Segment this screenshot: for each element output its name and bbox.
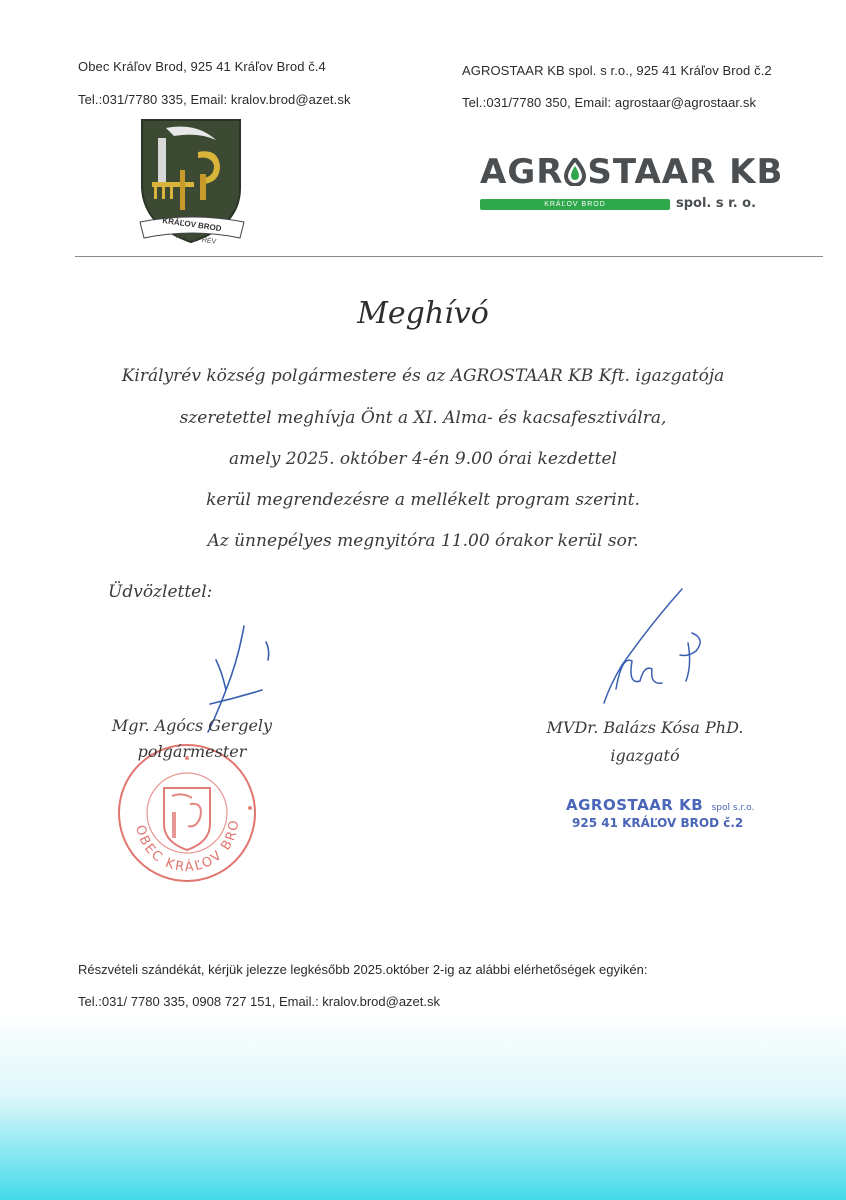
invitation-line-4: kerül megrendezésre a mellékelt program szerint. [206,490,640,510]
crest-shield-icon [136,118,248,250]
brand-green-strip [480,199,670,210]
company-logo [478,152,784,216]
brand-strip-text: KRÁĽOV BROD [544,201,606,208]
invitation-line-1: Királyrév község polgármestere és az AGROSTAAR KB Kft. igazgatója [121,366,725,386]
municipality-address: Obec Kráľov Brod, 925 41 Kráľov Brod č.4 [78,59,326,74]
company-contact: Tel.:031/7780 350, Email: agrostaar@agrostaar.sk [462,95,757,110]
brand-name-part2: STAAR KB [587,152,784,192]
brand-name-part1: AGR [480,152,564,192]
rsvp-request: Részvételi szándékát, kérjük jelezze legkésőbb 2025.október 2-ig az alábbi elérhetőségek egyikén: [78,962,648,977]
director-title: igazgató [610,746,680,765]
crest-sub-text: KIRÁLY RÉV [175,233,217,246]
mayor-title: polgármester [137,742,247,761]
municipal-crest [136,118,248,250]
invitation-title: Meghívó [357,296,489,331]
header-divider [75,256,823,257]
company-stamp-suffix: spol s.r.o. [711,803,755,813]
invitation-line-2: szeretettel meghívja Önt a XI. Alma- és kacsafesztiválra, [179,408,667,428]
company-address: AGROSTAAR KB spol. s r.o., 925 41 Kráľov Brod č.2 [462,63,772,78]
invitation-line-5: Az ünnepélyes megnyitóra 11.00 órakor kerül sor. [207,531,639,551]
bottom-gradient-band [0,1010,846,1200]
brand-wordmark [480,152,783,192]
greeting: Üdvözlettel: [108,582,213,602]
crest-banner-text: KRÁĽOV BROD [161,215,223,234]
director-name: MVDr. Balázs Kósa PhD. [546,718,744,737]
red-stamp-text: OBEC KRÁĽOV BRO [132,817,243,876]
company-stamp-line1: AGROSTAAR KB [566,796,704,814]
rsvp-contact: Tel.:031/ 7780 335, 0908 727 151, Email.: kralov.brod@azet.sk [78,994,441,1009]
mayor-name: Mgr. Agócs Gergely [111,716,273,735]
brand-drop-icon [564,155,586,183]
municipality-contact: Tel.:031/7780 335, Email: kralov.brod@azet.sk [78,92,351,107]
red-stamp-text-wrap [122,750,252,880]
director-signature [570,585,720,715]
svg-text:OBEC KRÁĽOV BROD [122,750,242,875]
invitation-line-3: amely 2025. október 4-én 9.00 órai kezdettel [229,449,617,469]
company-stamp-line2: 925 41 KRÁĽOV BROD č.2 [572,816,744,830]
company-stamp [566,796,796,830]
brand-suffix: spol. s r. o. [676,196,757,211]
